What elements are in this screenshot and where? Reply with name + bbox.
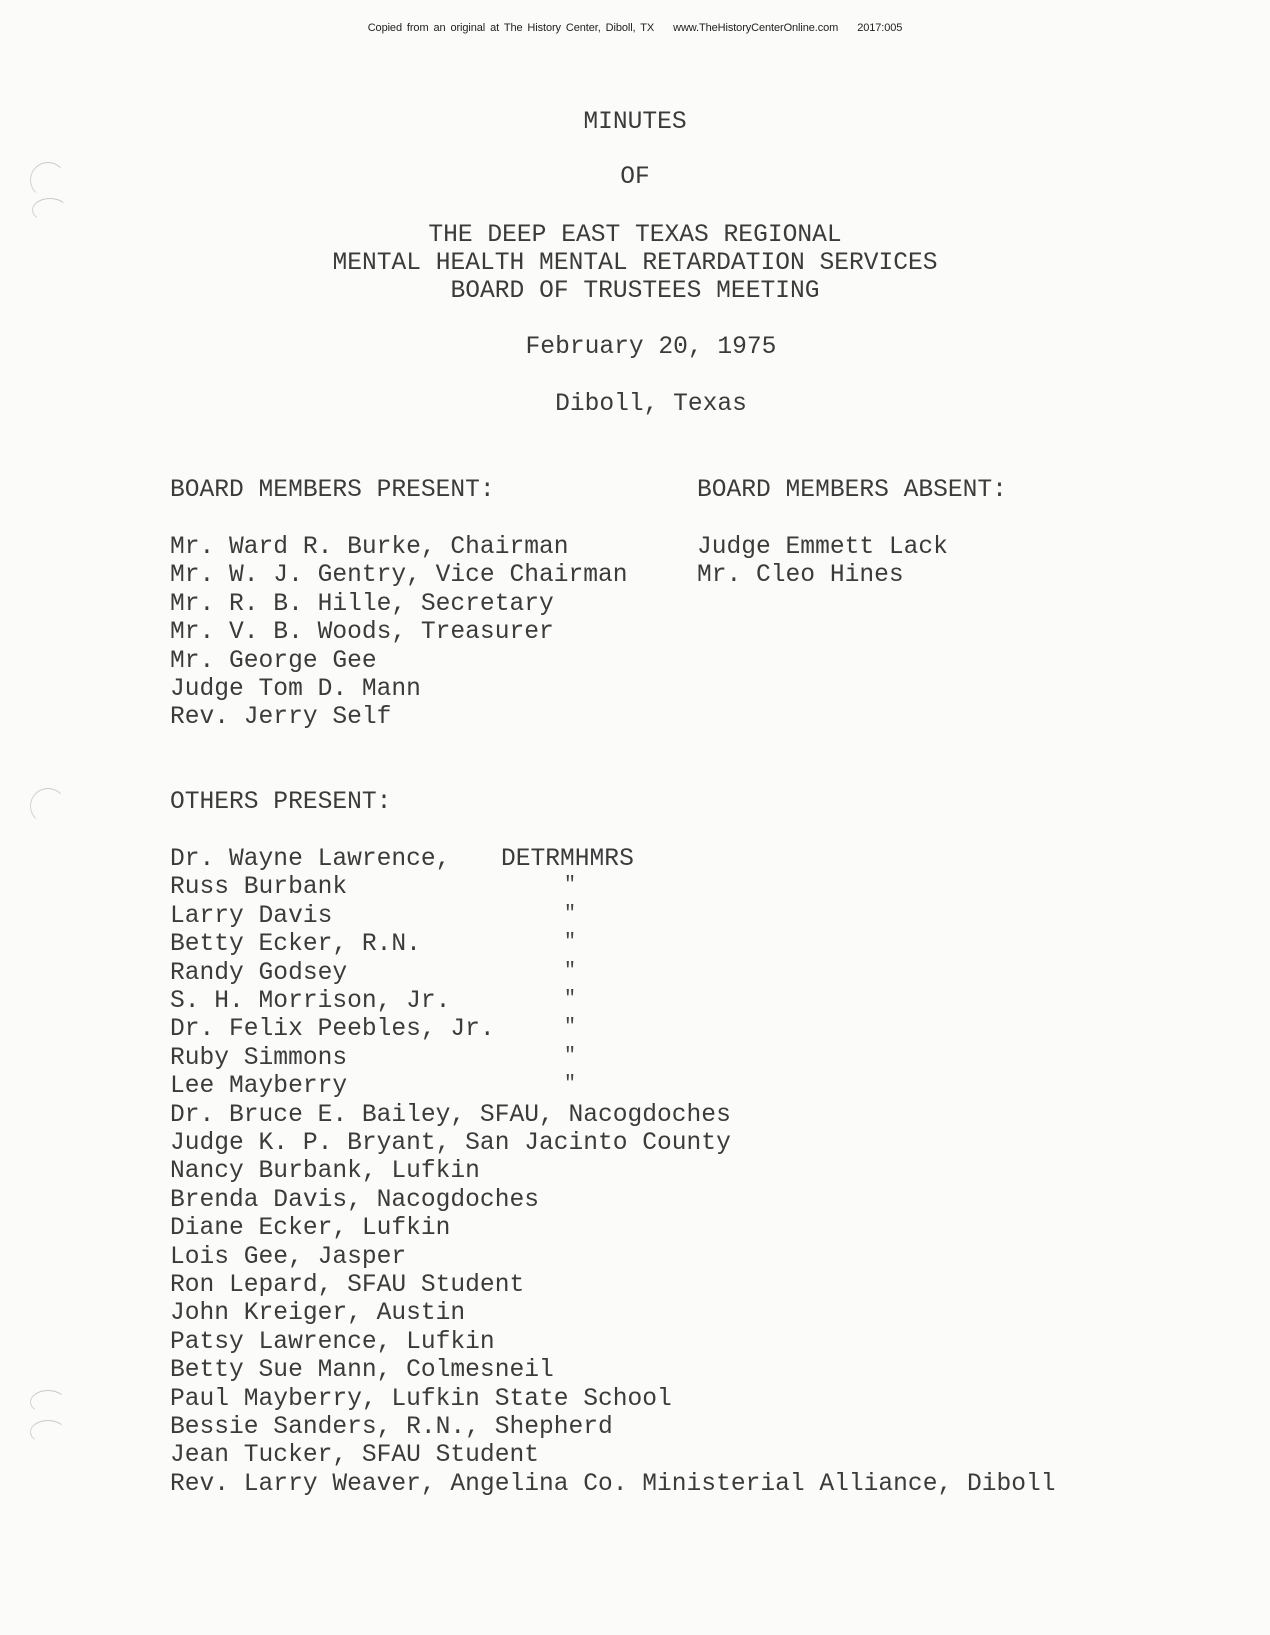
staff-affiliation: DETRMHMRS [501, 846, 634, 873]
board-member: Mr. George Gee [170, 648, 377, 675]
guest: Judge K. P. Bryant, San Jacinto County [170, 1130, 731, 1157]
board-member: Rev. Jerry Self [170, 704, 392, 731]
ditto-mark: " [564, 1073, 577, 1096]
absent-member: Judge Emmett Lack [697, 534, 948, 561]
staff-member: Larry Davis [170, 903, 333, 930]
staff-member: Lee Mayberry [170, 1073, 348, 1100]
ditto-mark: " [564, 1045, 577, 1068]
guest: Rev. Larry Weaver, Angelina Co. Ministerial Alliance, Diboll [170, 1471, 1056, 1498]
board-member: Mr. Ward R. Burke, Chairman [170, 534, 569, 561]
guest: Betty Sue Mann, Colmesneil [170, 1357, 554, 1384]
guest: Brenda Davis, Nacogdoches [170, 1187, 539, 1214]
guest: Jean Tucker, SFAU Student [170, 1442, 539, 1469]
guest: Ron Lepard, SFAU Student [170, 1272, 525, 1299]
archive-website: www.TheHistoryCenterOnline.com [673, 22, 839, 34]
staff-member: Russ Burbank [170, 874, 348, 901]
punch-hole-mark [30, 788, 66, 824]
archive-source: Copied from an original at The History Center, Diboll, TX [367, 22, 655, 34]
board-absent-heading: BOARD MEMBERS ABSENT: [697, 477, 1007, 504]
others-present-heading: OTHERS PRESENT: [170, 789, 392, 816]
board-member: Mr. R. B. Hille, Secretary [170, 591, 554, 618]
guest: Lois Gee, Jasper [170, 1244, 407, 1271]
archive-item-id: 2017:005 [857, 22, 903, 34]
staff-member: Randy Godsey [170, 960, 348, 987]
org-name-line-3: BOARD OF TRUSTEES MEETING [450, 278, 820, 305]
guest: Dr. Bruce E. Bailey, SFAU, Nacogdoches [170, 1102, 731, 1129]
org-name-line-2: MENTAL HEALTH MENTAL RETARDATION SERVICES [332, 250, 938, 277]
title-minutes: MINUTES [583, 109, 687, 136]
punch-hole-mark [30, 1390, 66, 1414]
meeting-location: Diboll, Texas [555, 391, 747, 418]
ditto-mark: " [564, 903, 577, 926]
staff-member: Dr. Wayne Lawrence, [170, 846, 451, 873]
guest: Diane Ecker, Lufkin [170, 1215, 451, 1242]
org-name-line-1: THE DEEP EAST TEXAS REGIONAL [428, 222, 842, 249]
board-member: Judge Tom D. Mann [170, 676, 421, 703]
board-member: Mr. W. J. Gentry, Vice Chairman [170, 562, 628, 589]
guest: Patsy Lawrence, Lufkin [170, 1329, 495, 1356]
guest: Nancy Burbank, Lufkin [170, 1158, 480, 1185]
guest: John Kreiger, Austin [170, 1300, 466, 1327]
title-of: OF [620, 164, 650, 191]
staff-member: Betty Ecker, R.N. [170, 931, 421, 958]
punch-hole-mark [30, 1420, 66, 1444]
ditto-mark: " [564, 931, 577, 954]
ditto-mark: " [564, 988, 577, 1011]
staff-member: Dr. Felix Peebles, Jr. [170, 1016, 495, 1043]
punch-hole-mark [32, 198, 68, 222]
staff-member: S. H. Morrison, Jr. [170, 988, 451, 1015]
archive-copy-notice [0, 22, 1270, 34]
board-present-heading: BOARD MEMBERS PRESENT: [170, 477, 495, 504]
meeting-date: February 20, 1975 [525, 334, 777, 361]
ditto-mark: " [564, 874, 577, 897]
guest: Paul Mayberry, Lufkin State School [170, 1386, 672, 1413]
staff-member: Ruby Simmons [170, 1045, 348, 1072]
absent-member: Mr. Cleo Hines [697, 562, 904, 589]
ditto-mark: " [564, 1016, 577, 1039]
guest: Bessie Sanders, R.N., Shepherd [170, 1414, 613, 1441]
board-member: Mr. V. B. Woods, Treasurer [170, 619, 554, 646]
ditto-mark: " [564, 960, 577, 983]
